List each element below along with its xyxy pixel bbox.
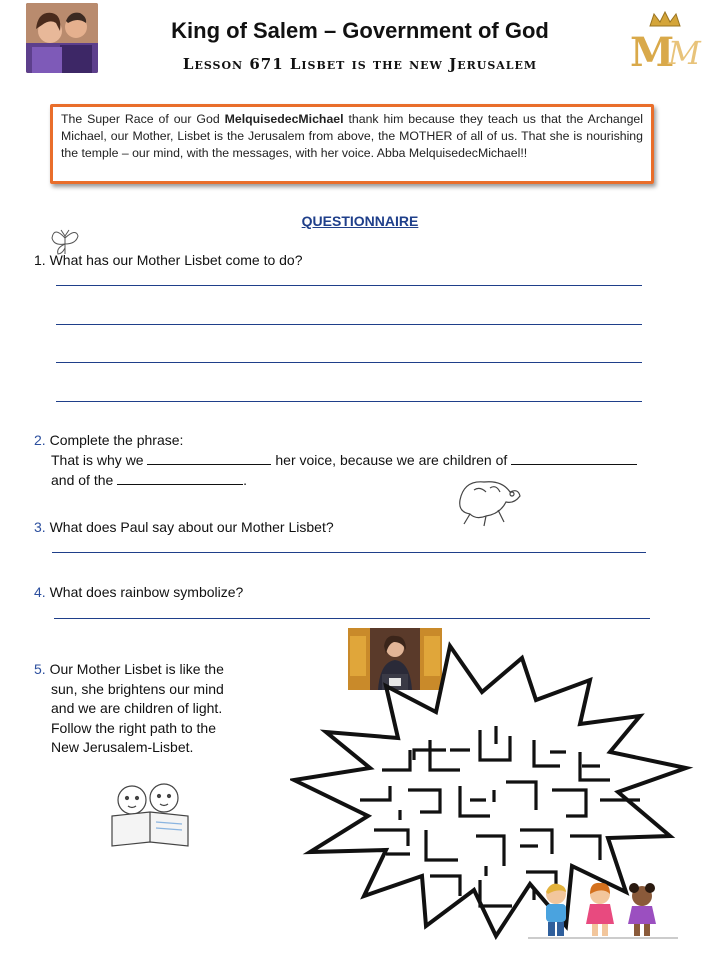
svg-text:M: M (630, 29, 675, 70)
page-title: King of Salem – Government of God (171, 18, 549, 43)
question-2-number: 2. (34, 432, 46, 448)
answer-line-1b[interactable] (56, 324, 642, 325)
q2-blank-3[interactable] (117, 471, 243, 485)
question-1-number: 1. (34, 252, 46, 268)
q5-line1: Our Mother Lisbet is like the (49, 661, 224, 677)
answer-line-1c[interactable] (56, 362, 642, 363)
intro-text-part1: The Super Race of our God (61, 112, 225, 126)
question-5 (34, 660, 224, 758)
question-2 (34, 430, 637, 490)
question-2-text: Complete the phrase: (49, 432, 184, 448)
horse-sketch (450, 470, 526, 533)
question-4 (34, 584, 243, 600)
q5-line5: New Jerusalem-Lisbet. (51, 739, 194, 755)
q2-line2-b: . (243, 472, 248, 488)
answer-line-1d[interactable] (56, 401, 642, 402)
answer-line-4[interactable] (54, 618, 650, 619)
questionnaire-title: QUESTIONNAIRE (301, 213, 419, 229)
question-1-text: What has our Mother Lisbet come to do? (49, 252, 303, 268)
intro-box (50, 104, 654, 184)
svg-text:M: M (668, 34, 701, 70)
children-group (528, 880, 678, 945)
q2-blank-2[interactable] (511, 451, 637, 465)
q5-line2: sun, she brightens our mind (51, 680, 224, 697)
q5-line3: and we are children of light. (51, 700, 223, 716)
question-1 (34, 252, 303, 268)
intro-name: MelquisedecMichael (224, 112, 344, 126)
question-4-text: What does rainbow symbolize? (49, 584, 244, 600)
mm-crown-logo (622, 10, 708, 70)
question-3-text: What does Paul say about our Mother Lisbet? (49, 519, 334, 535)
reading-kids-sketch (104, 780, 196, 855)
question-3 (34, 519, 334, 535)
lesson-title: Lesson 671 Lisbet is the new Jerusalem (182, 55, 538, 73)
answer-line-3[interactable] (52, 552, 646, 553)
q2-line1-a: That is why we (51, 452, 148, 468)
question-4-number: 4. (34, 584, 46, 600)
q5-line4: Follow the right path to the (51, 719, 216, 736)
q2-line2-a: and of the (51, 472, 118, 488)
q2-blank-1[interactable] (147, 451, 271, 465)
question-3-number: 3. (34, 519, 46, 535)
question-5-number: 5. (34, 661, 46, 677)
answer-line-1a[interactable] (56, 285, 642, 286)
couple-photo (26, 3, 98, 73)
q2-line1-b: her voice, because we are children of (271, 452, 512, 468)
intro-text-part2: thank him because they teach us that the Archangel Michael, our Mother, Lisbet is the Jerusalem from above, the MOTHER of all of us. That she is nourishing the temple – our mind, with the messages, with her voice. Abba MelquisedecMichael!! (61, 112, 643, 160)
